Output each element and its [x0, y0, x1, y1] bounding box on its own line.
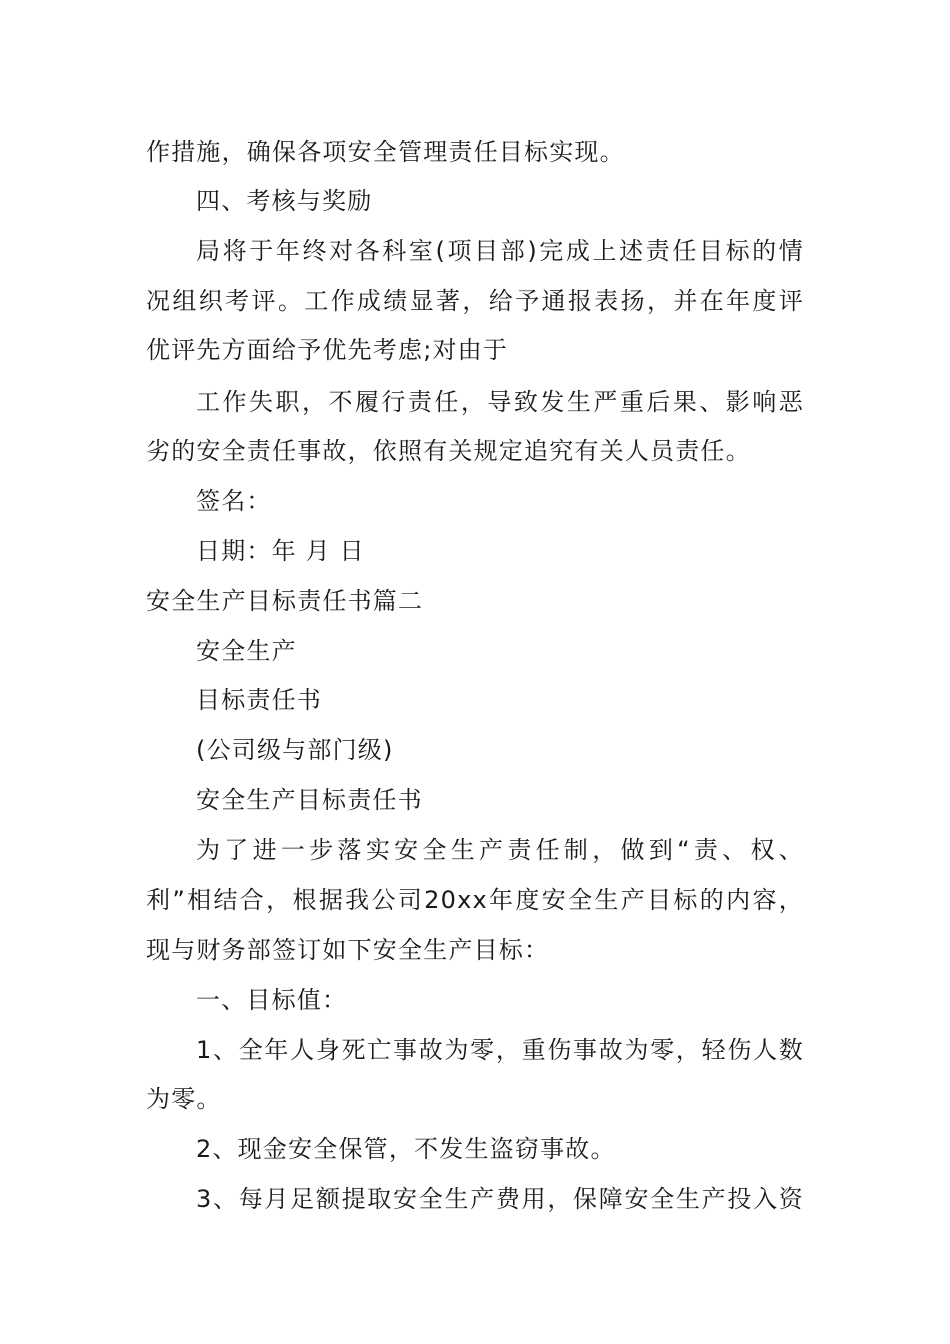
signature-label: 签名：	[196, 487, 272, 515]
list-item: 1、全年人身死亡事故为零，重伤事故为零，轻伤人数	[196, 1036, 804, 1064]
text-line: 利”相结合，根据我公司20xx年度安全生产目标的内容，	[146, 886, 804, 914]
title-line: 安全生产目标责任书	[196, 786, 423, 814]
document-title: 安全生产目标责任书篇二	[146, 587, 424, 615]
subtitle-line: (公司级与部门级)	[196, 736, 394, 764]
section-heading: 一、目标值：	[196, 986, 348, 1014]
text-line: 优评先方面给予优先考虑;对由于	[146, 336, 509, 364]
text-line: 劣的安全责任事故，依照有关规定追究有关人员责任。	[146, 437, 751, 465]
section-heading: 四、考核与奖励	[196, 187, 373, 215]
text-line: 作措施，确保各项安全管理责任目标实现。	[146, 138, 625, 166]
text-line: 局将于年终对各科室(项目部)完成上述责任目标的情	[196, 237, 804, 265]
text-line: 现与财务部签订如下安全生产目标：	[146, 936, 550, 964]
text-line: 为零。	[146, 1085, 222, 1113]
list-item: 3、每月足额提取安全生产费用，保障安全生产投入资	[196, 1185, 804, 1213]
text-line: 为了进一步落实安全生产责任制，做到“责、权、	[196, 836, 804, 864]
text-line: 况组织考评。工作成绩显著，给予通报表扬，并在年度评	[146, 287, 804, 315]
text-line: 工作失职，不履行责任，导致发生严重后果、影响恶	[196, 388, 804, 416]
title-line: 目标责任书	[196, 686, 322, 714]
title-line: 安全生产	[196, 637, 297, 665]
date-label: 日期：年 月 日	[196, 537, 365, 565]
list-item: 2、现金安全保管，不发生盗窃事故。	[196, 1135, 616, 1163]
